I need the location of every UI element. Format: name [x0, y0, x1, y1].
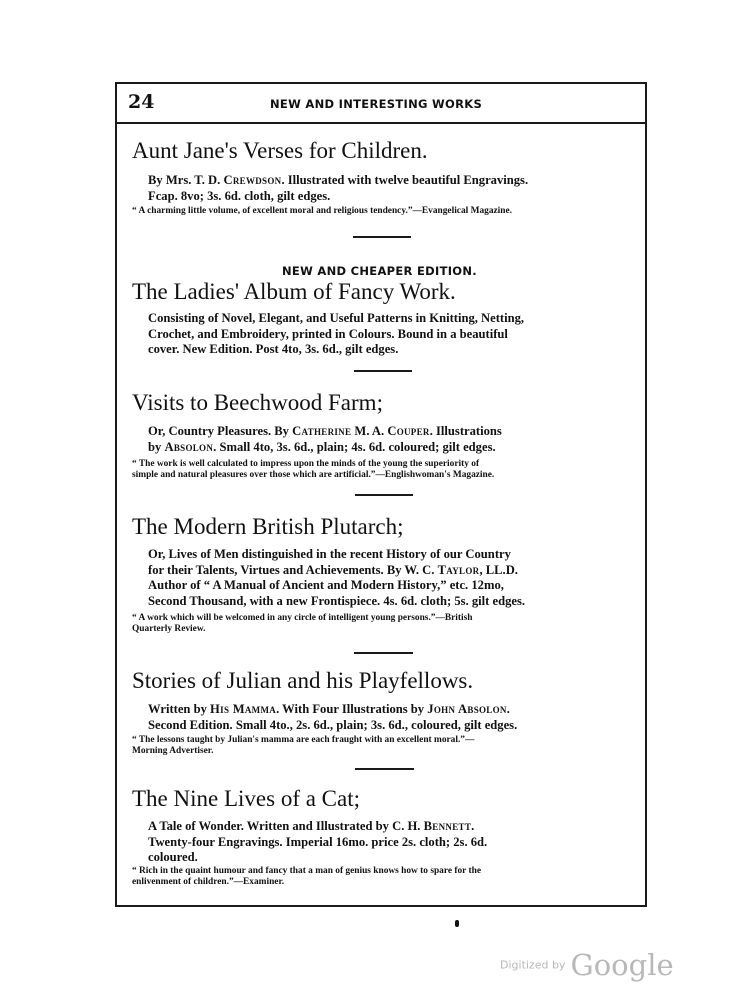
- digitized-watermark: [500, 948, 674, 982]
- author-name: Taylor: [437, 562, 480, 577]
- author-name: His Mamma: [210, 702, 277, 716]
- section-divider: [353, 236, 411, 238]
- entry-text: .: [506, 702, 510, 716]
- watermark-prefix: Digitized by: [500, 958, 566, 972]
- entry-text: A Tale of Wonder. Written and Illustrated by C. H.: [148, 819, 424, 833]
- entry-title-aunt-jane: Aunt Jane's Verses for Children.: [132, 138, 428, 163]
- quote-text: Quarterly Review.: [132, 624, 206, 634]
- entry-text: . Small 4to, 3s. 6d., plain; 4s. 6d. coloured; gilt edges.: [213, 439, 496, 454]
- entry-text: By Mrs. T. D.: [148, 173, 224, 187]
- entry-text: Fcap. 8vo; 3s. 6d. cloth, gilt edges.: [148, 188, 331, 203]
- section-divider: [355, 494, 413, 496]
- header-rule: [115, 122, 647, 124]
- google-logo: Google: [570, 948, 674, 982]
- entry-title-british-plutarch: The Modern British Plutarch;: [132, 514, 404, 539]
- entry-text: Second Edition. Small 4to., 2s. 6d., plain; 3s. 6d., coloured, gilt edges.: [148, 717, 518, 732]
- entry-text: Consisting of Novel, Elegant, and Useful Patterns in Knitting, Netting,: [148, 311, 525, 325]
- entry-body-ladies-album: [148, 311, 638, 358]
- author-name: Couper: [387, 424, 430, 438]
- page-number: 24: [128, 91, 155, 113]
- entry-text: Twenty-four Engravings. Imperial 16mo. price 2s. cloth; 2s. 6d.: [148, 834, 488, 849]
- quote-text: enlivenment of children.”—Examiner.: [132, 877, 285, 887]
- entry-text: for their Talents, Virtues and Achievements. By W. C.: [148, 562, 438, 577]
- entry-text: .: [471, 819, 475, 833]
- entry-body-beechwood-farm: [148, 424, 638, 455]
- author-name: Catherine: [292, 424, 352, 438]
- illustrator-name: John Absolon: [427, 702, 507, 716]
- entry-quote-nine-lives: [132, 866, 640, 888]
- edition-label: NEW AND CHEAPER EDITION.: [282, 264, 477, 278]
- author-name: Bennett: [423, 819, 472, 833]
- illustrator-name: Absolon: [164, 439, 214, 454]
- entry-text: . Illustrated with twelve beautiful Engravings.: [281, 173, 529, 187]
- entry-text: coloured.: [148, 850, 198, 864]
- entry-title-ladies-album: The Ladies' Album of Fancy Work.: [132, 279, 456, 304]
- entry-body-nine-lives: [148, 819, 638, 866]
- entry-title-julian: Stories of Julian and his Playfellows.: [132, 668, 474, 693]
- entry-text: . Illustrations: [429, 424, 502, 438]
- entry-text: Author of “ A Manual of Ancient and Modern History,” etc. 12mo,: [148, 578, 504, 592]
- ink-mark: [455, 920, 459, 927]
- section-divider: [355, 768, 414, 770]
- entry-text: M. A.: [351, 424, 388, 438]
- author-name: Crewdson: [223, 173, 282, 187]
- entry-text: . With Four Illustrations by: [276, 702, 428, 716]
- entry-text: Second Thousand, with a new Frontispiece. 4s. 6d. cloth; 5s. gilt edges.: [148, 593, 526, 608]
- quote-text: “ The lessons taught by Julian's mamma are each fraught with an excellent moral.”—: [132, 735, 475, 745]
- entry-text: Written by: [148, 702, 211, 716]
- entry-text: cover. New Edition. Post 4to, 3s. 6d., gilt edges.: [148, 342, 399, 356]
- entry-body-julian: [148, 702, 638, 733]
- quote-text: “ The work is well calculated to impress upon the minds of the young the superiority of: [132, 459, 480, 469]
- quote-text: “ Rich in the quaint humour and fancy that a man of genius knows how to spare for the: [132, 866, 482, 876]
- quote-text: Morning Advertiser.: [132, 746, 214, 756]
- entry-text: Or, Lives of Men distinguished in the recent History of our Country: [148, 547, 511, 561]
- entry-quote-british-plutarch: [132, 613, 640, 635]
- section-divider: [354, 652, 413, 654]
- entry-text: Or, Country Pleasures. By: [148, 424, 293, 438]
- entry-title-nine-lives: The Nine Lives of a Cat;: [132, 786, 361, 811]
- entry-quote-aunt-jane: “ A charming little volume, of excellent moral and religious tendency.”—Evangelical Magazine.: [132, 206, 512, 216]
- entry-quote-beechwood-farm: [132, 459, 640, 481]
- entry-body-aunt-jane: [148, 173, 638, 204]
- section-divider: [354, 370, 412, 372]
- running-head: NEW AND INTERESTING WORKS: [270, 97, 483, 111]
- entry-quote-julian: [132, 735, 640, 757]
- entry-text: , LL.D.: [479, 562, 518, 577]
- quote-text: “ A work which will be welcomed in any circle of intelligent young persons.”—British: [132, 613, 473, 623]
- entry-body-british-plutarch: [148, 547, 638, 609]
- entry-text: by: [148, 439, 165, 454]
- quote-text: simple and natural pleasures over those which are artificial.”—Englishwoman's Magazine.: [132, 470, 495, 480]
- entry-text: Crochet, and Embroidery, printed in Colours. Bound in a beautiful: [148, 326, 508, 341]
- entry-title-beechwood-farm: Visits to Beechwood Farm;: [132, 390, 383, 415]
